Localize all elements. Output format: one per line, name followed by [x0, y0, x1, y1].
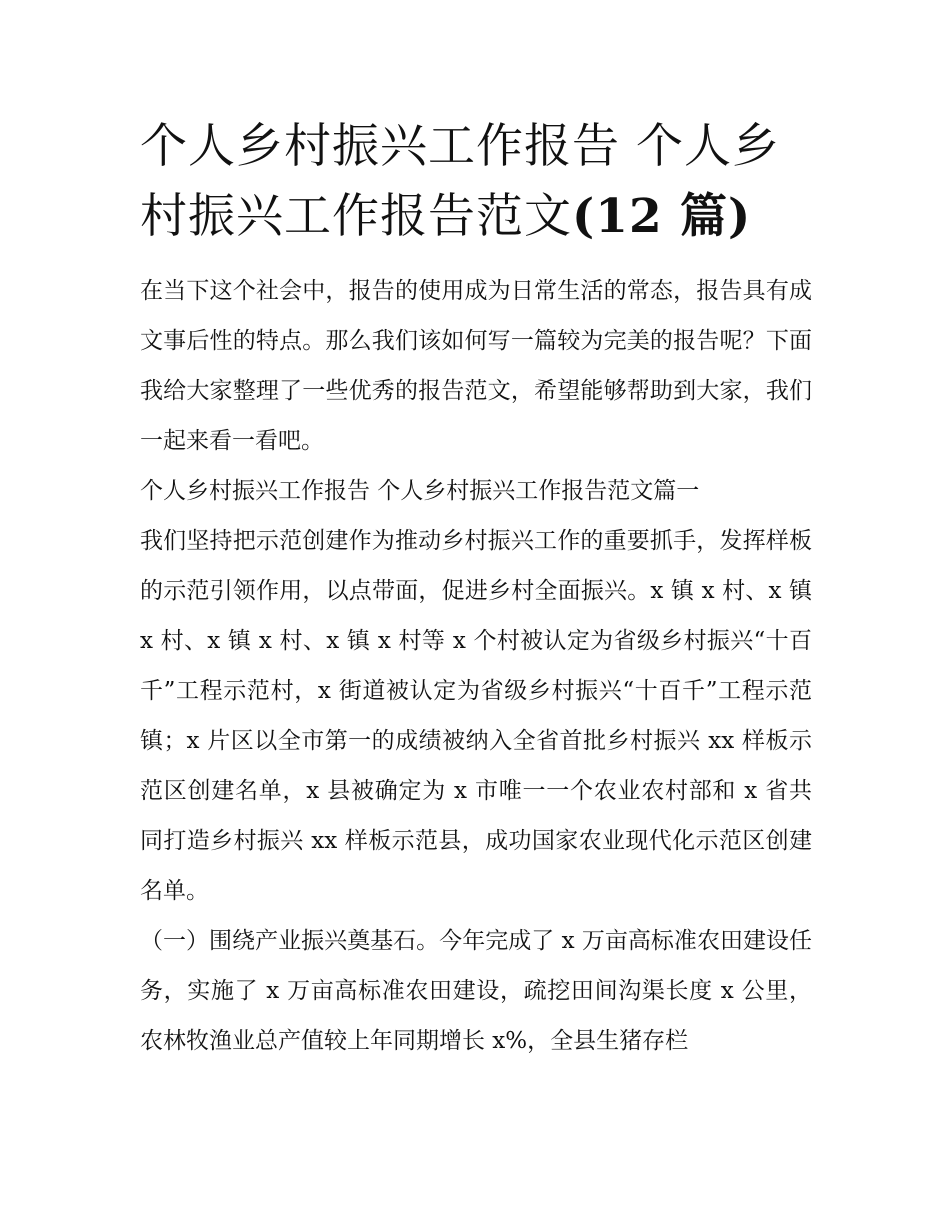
title-count: (12 篇)	[572, 189, 752, 244]
body-paragraph: （一）围绕产业振兴奠基石。今年完成了 x 万亩高标准农田建设任务，实施了 x 万亩高标准农田建设，疏挖田间沟渠长度 x 公里，农林牧渔业总产值较上年同期增长 x%，全县生猪存栏	[140, 928, 812, 1054]
intro-paragraph: 在当下这个社会中，报告的使用成为日常生活的常态，报告具有成文事后性的特点。那么我们该如何写一篇较为完美的报告呢？下面我给大家整理了一些优秀的报告范文，希望能够帮助到大家，我们一起来看一看吧。	[140, 278, 812, 454]
document-body	[140, 112, 812, 1066]
body-paragraph: 我们坚持把示范创建作为推动乡村振兴工作的重要抓手，发挥样板的示范引领作用，以点带面，促进乡村全面振兴。x 镇 x 村、x 镇 x 村、x 镇 x 村、x 镇 x 村等 x 个村被认定为省级乡村振兴“十百千”工程示范村，x 街道被认定为省级乡村振兴“十百千”工程示范镇；x 片区以全市第一的成绩被纳入全省首批乡村振兴 xx 样板示范区创建名单，x 县被确定为 x 市唯一一个农业农村部和 x 省共同打造乡村振兴 xx 样板示范县，成功国家农业现代化示范区创建名单。	[140, 528, 812, 904]
document-title	[140, 112, 812, 252]
section-heading: 个人乡村振兴工作报告 个人乡村振兴工作报告范文篇一	[140, 478, 700, 504]
title-main: 个人乡村振兴工作报告 个人乡村振兴工作报告范文	[140, 119, 780, 244]
